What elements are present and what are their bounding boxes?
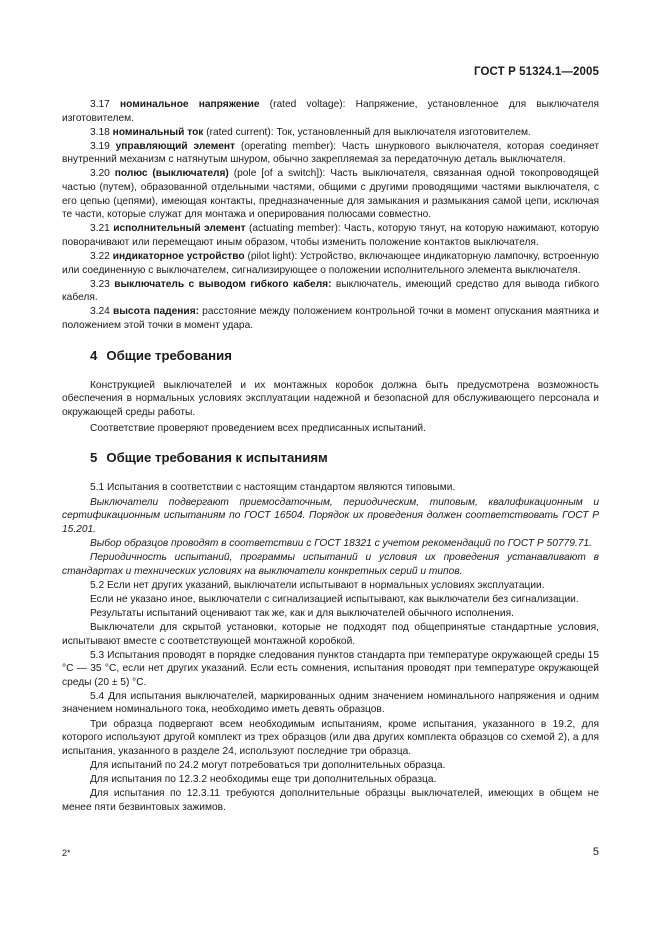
term-3-21: [62, 222, 599, 249]
italic-text: Выбор образцов проводят в соответствии с ГОСТ 18321 с учетом рекомендаций по ГОСТ Р 50779.71.: [90, 537, 592, 549]
term-number: 3.24: [90, 306, 110, 318]
page-number: 5: [592, 846, 599, 858]
term-3-17: [62, 98, 599, 125]
paragraph: Для испытаний по 24.2 могут потребоваться три дополнительных образца.: [90, 759, 446, 771]
section-5-heading: [90, 450, 599, 466]
term-definition: выключатель, имеющий средство для вывода гибкого кабеля.: [62, 278, 599, 304]
term-number: 3.18: [90, 126, 110, 138]
paragraph: Результаты испытаний оценивают так же, как и для выключателей обычного исполнения.: [90, 607, 514, 619]
section-title: Общие требования к испытаниям: [106, 450, 328, 466]
term-definition: (actuating member): Часть, которую тянут, на которую нажимают, которую поворачивают или перемещают иным образом, чтобы изменить положение контактов выключателя.: [62, 223, 599, 248]
paragraph: 5.3 Испытания проводят в порядке следования пунктов стандарта при температуре окружающей среды 15 °С — 35 °С, если нет других указаний. Если есть сомнения, испытания проводят при температуре окружающей среды (20 ± 5) °С.: [62, 649, 599, 688]
term-name: номинальное напряжение: [119, 99, 260, 110]
paragraph: 5.1 Испытания в соответствии с настоящим стандартом являются типовыми.: [90, 482, 456, 494]
section-number: 4: [90, 347, 98, 363]
paragraph: Соответствие проверяют проведением всех предписанных испытаний.: [90, 422, 426, 434]
term-name: индикаторное устройство: [112, 251, 245, 263]
term-number: 3.20: [90, 168, 110, 180]
term-3-22: [62, 250, 599, 277]
section-4-heading: [90, 348, 599, 364]
term-3-19: [62, 140, 599, 167]
term-number: 3.17: [90, 99, 110, 110]
document-body: [62, 98, 599, 815]
term-name: выключатель с выводом гибкого кабеля:: [114, 278, 332, 290]
term-number: 3.19: [90, 140, 110, 152]
term-definition: (operating member): Часть шнуркового выключателя, которая соединяет внутренний механизм с натянутым шнуром, обычно закрепляемая за передаточную деталь выключателя.: [62, 140, 599, 166]
term-number: 3.23: [90, 278, 110, 290]
section-title: Общие требования: [106, 347, 232, 363]
term-definition: расстояние между положением контрольной точки в момент опускания маятника и положением этой точки в момент удара.: [62, 306, 599, 331]
term-name: управляющий элемент: [115, 140, 236, 152]
term-name: высота падения:: [112, 306, 200, 318]
paragraph: Если не указано иное, выключатели с сигнализацией испытывают, как выключатели без сигнализации.: [90, 593, 579, 605]
term-number: 3.22: [90, 251, 110, 263]
term-3-20: [62, 167, 599, 221]
term-name: номинальный ток: [112, 126, 204, 138]
italic-paragraph: [62, 551, 599, 578]
italic-paragraph: [62, 496, 599, 537]
italic-text: Периодичность испытаний, программы испытаний и условия их проведения устанавливают в стандартах и технических условиях на выключатели конкретных серий и типов.: [62, 551, 599, 577]
term-definition: (rated voltage): Напряжение, установленное для выключателя изготовителем.: [62, 99, 599, 124]
term-definition: (pilot light): Устройство, включающее индикаторную лампочку, встроенную или соединенную с выключателем, сигнализирующее о положении исполнительного элемента выключателя.: [62, 251, 599, 276]
paragraph: Выключатели для скрытой установки, которые не подходят под общепринятые стандартные условия, испытывают вместе с соответствующей монтажной коробкой.: [62, 621, 599, 647]
italic-paragraph: [62, 537, 599, 551]
italic-text: Выключатели подвергают приемосдаточным, периодическим, типовым, квалификационным и сертификационным испытаниям по ГОСТ 16504. Порядок их проведения должен соответствовать ГОСТ Р 15.201.: [62, 496, 599, 535]
term-definition: (rated current): Ток, установленный для выключателя изготовителем.: [203, 126, 531, 138]
term-definition: (pole [of a switch]): Часть выключателя, связанная одной токопроводящей частью (путем), образованной отдельными частями, общими с другими проводящими частями выключателя, с его цепью (цепями), имеющая контакты, предназначенные для замыкания и размыкания самой цепи, исключая те части, которые служат для монтажа и оперирования полюсами совместно.: [62, 168, 599, 221]
term-3-24: [62, 305, 599, 332]
paragraph: 5.2 Если нет других указаний, выключатели испытывают в нормальных условиях эксплуатации.: [90, 579, 545, 591]
paragraph: 5.4 Для испытания выключателей, маркированных одним значением номинального напряжения и одним значением номинального тока, необходимо иметь девять образцов.: [62, 690, 599, 716]
section-number: 5: [90, 450, 98, 466]
standard-header: ГОСТ Р 51324.1—2005: [474, 66, 599, 78]
terms-list: [62, 98, 599, 333]
term-name: полюс (выключателя): [114, 168, 229, 180]
sheet-mark: 2*: [62, 848, 71, 858]
paragraph: Три образца подвергают всем необходимым испытаниям, кроме испытания, указанного в 19.2, для которого используют другой комплект из трех образцов (или два других комплекта образцов со схемой 2), а для испытания, указанного в разделе 24, используют последние три образца.: [62, 718, 599, 757]
paragraph: Для испытания по 12.3.11 требуются дополнительные образцы выключателей, имеющих в общем не менее пяти безвинтовых зажимов.: [62, 788, 599, 813]
paragraph: Для испытания по 12.3.2 необходимы еще три дополнительных образца.: [90, 773, 437, 785]
term-number: 3.21: [90, 223, 110, 235]
paragraph: Конструкцией выключателей и их монтажных коробок должна быть предусмотрена возможность обеспечения в нормальных условиях эксплуатации надежной и безопасной для обслуживающего персонала и окружающей среды работы.: [62, 379, 599, 418]
term-3-18: [62, 126, 599, 140]
term-3-23: [62, 278, 599, 305]
term-name: исполнительный элемент: [113, 223, 246, 235]
